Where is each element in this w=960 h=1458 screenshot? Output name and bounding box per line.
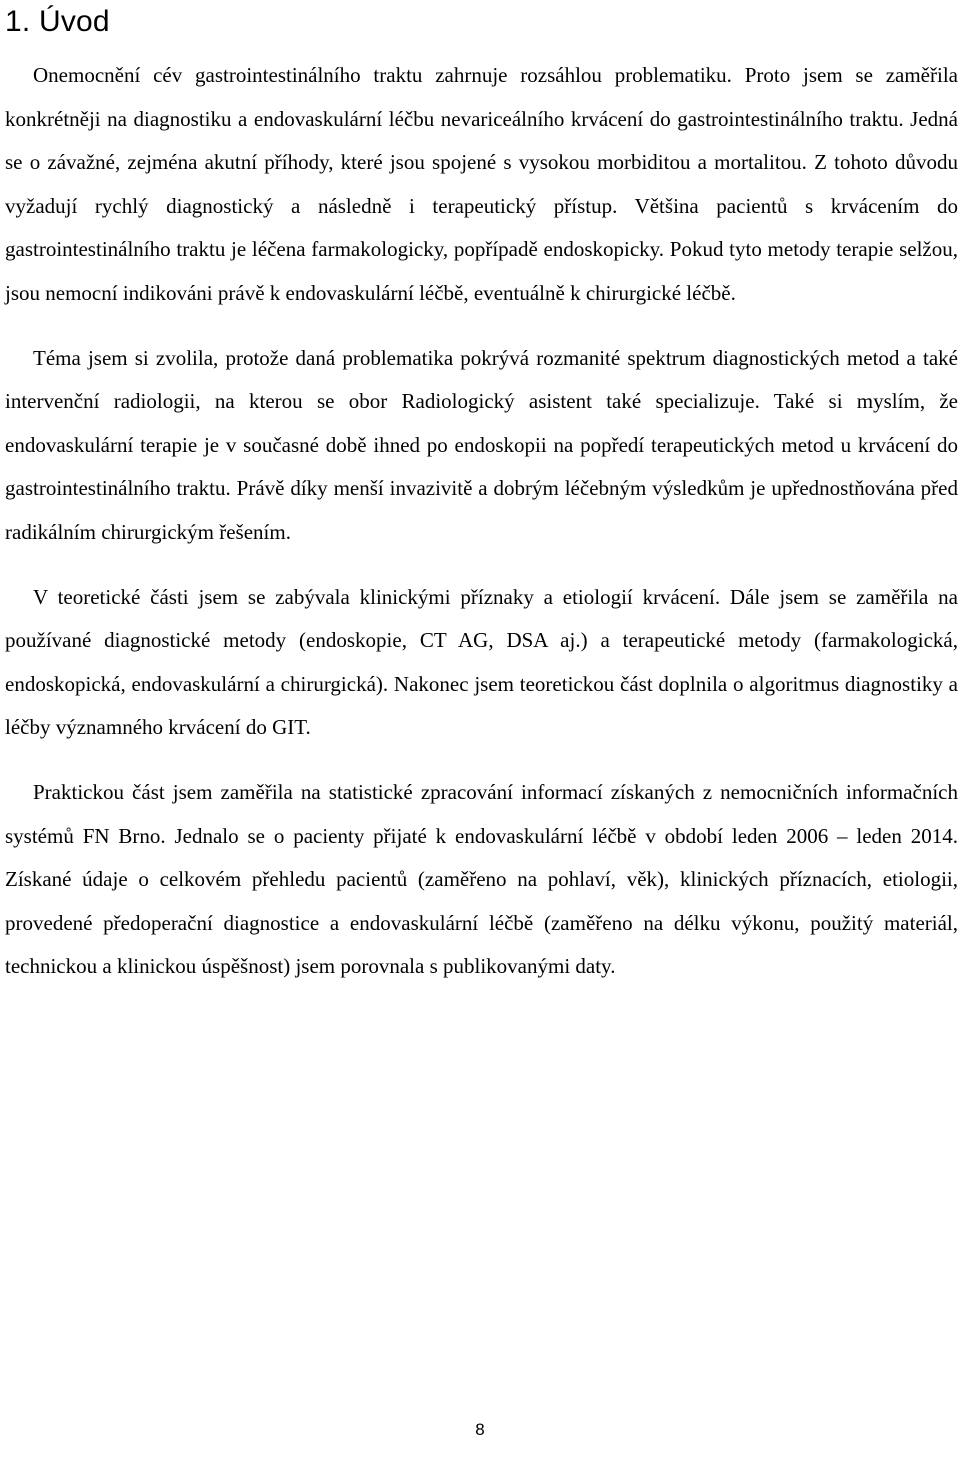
paragraph-topic-choice: Téma jsem si zvolila, protože daná problematika pokrývá rozmanité spektrum diagnostických metod a také intervenční radiologii, na kterou se obor Radiologický asistent také specializuje. Také si myslím, že endovaskulární terapie je v současné době ihned po endoskopii na popředí terapeutických metod u krvácení do gastrointestinálního traktu. Právě díky menší invazivitě a dobrým léčebným výsledkům je upřednostňována před radikálním chirurgickým řešením. <box>5 345 958 544</box>
paragraph-practical-part: Praktickou část jsem zaměřila na statistické zpracování informací získaných z nemocničních informačních systémů FN Brno. Jednalo se o pacienty přijaté k endovaskulární léčbě v období leden 2006 – leden 2014. Získané údaje o celkovém přehledu pacientů (zaměřeno na pohlaví, věk), klinických příznacích, etiologii, provedené předoperační diagnostice a endovaskulární léčbě (zaměřeno na délku výkonu, použitý materiál, technickou a klinickou úspěšnost) jsem porovnala s publikovanými daty. <box>5 779 958 979</box>
paragraph-theoretical-part: V teoretické části jsem se zabývala klinickými příznaky a etiologií krvácení. Dále jsem se zaměřila na používané diagnostické metody (endoskopie, CT AG, DSA aj.) a terapeutické metody (farmakologická, endoskopická, endovaskulární a chirurgická). Nakonec jsem teoretickou část doplnila o algoritmus diagnostiky a léčby významného krvácení do GIT. <box>5 584 958 740</box>
page-number: 8 <box>475 1420 485 1439</box>
chapter-heading: 1. Úvod <box>5 5 110 38</box>
document-page <box>5 0 958 989</box>
paragraph-introduction: Onemocnění cév gastrointestinálního traktu zahrnuje rozsáhlou problematiku. Proto jsem se zaměřila konkrétněji na diagnostiku a endovaskulární léčbu nevariceálního krvácení do gastrointestinálního traktu. Jedná se o závažné, zejména akutní příhody, které jsou spojené s vysokou morbiditou a mortalitou. Z tohoto důvodu vyžadují rychlý diagnostický a následně i terapeutický přístup. Většina pacientů s krvácením do gastrointestinálního traktu je léčena farmakologicky, popřípadě endoskopicky. Pokud tyto metody terapie selžou, jsou nemocní indikováni právě k endovaskulární léčbě, eventuálně k chirurgické léčbě. <box>5 63 958 305</box>
